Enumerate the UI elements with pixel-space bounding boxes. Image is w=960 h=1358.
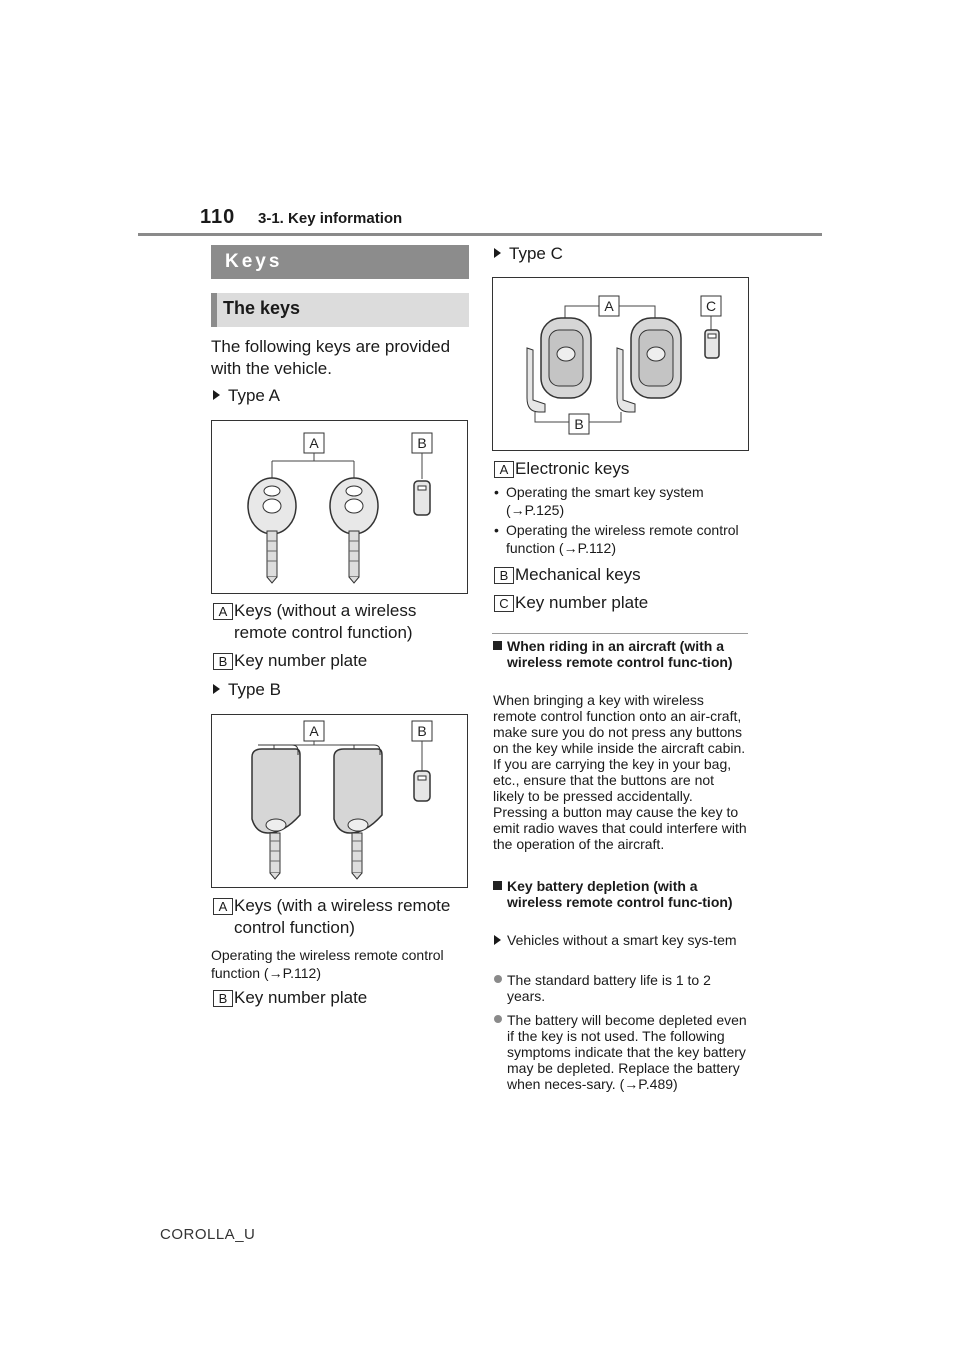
- bullet-item: [494, 521, 750, 557]
- circle-bullet-icon: [494, 1015, 502, 1023]
- type-c-keys-illustration: [493, 278, 748, 450]
- aircraft-note-title: [493, 638, 749, 670]
- key-number-plate: [414, 771, 430, 801]
- square-bullet-icon: [493, 881, 502, 890]
- item-text: Key number plate: [515, 593, 649, 612]
- type-c-item-a: [494, 458, 750, 480]
- note-title-text: Key battery depletion (with a wireless remote control func-tion): [507, 878, 733, 910]
- smart-key-right: [617, 318, 681, 412]
- figure-label-b: B: [417, 723, 427, 739]
- point-text: The battery will become depleted even if the key is not used. The following symptoms indicate that the key battery may be depleted. Replace the battery when neces-sary. (→P.489): [507, 1012, 747, 1092]
- figure-label-a: A: [309, 723, 319, 739]
- arrow-icon: [494, 248, 501, 258]
- type-b-heading: [213, 680, 281, 700]
- type-a-heading: [213, 386, 280, 406]
- type-c-item-c: [494, 592, 750, 614]
- bullet-text: Operating the smart key system (→P.125): [506, 484, 704, 518]
- remote-key-left: [252, 745, 300, 879]
- remote-key-right: [334, 745, 382, 879]
- battery-note-subheading: [494, 932, 750, 948]
- letter-badge: B: [213, 653, 233, 670]
- figure-label-c: C: [705, 298, 717, 314]
- type-b-keys-illustration: [212, 715, 467, 887]
- point-text: The standard battery life is 1 to 2 years.: [507, 972, 711, 1004]
- bullet-mark: •: [494, 484, 499, 500]
- type-c-heading: [494, 244, 563, 264]
- leader-line: [272, 453, 354, 479]
- aircraft-note-body: When bringing a key with wireless remote control function onto an air-craft, make sure you do not press any buttons on the key while inside the aircraft cabin. If you are carrying the key in your bag, etc., ensure that the buttons are not likely to be pressed accidentally. Pressing a button may cause the key to emit radio waves that could interfere with the operation of the aircraft.: [493, 692, 747, 852]
- item-text: Mechanical keys: [515, 565, 641, 584]
- letter-badge: A: [213, 898, 233, 915]
- type-a-figure: [211, 420, 468, 594]
- item-text: Keys (with a wireless remote control function): [234, 896, 451, 937]
- type-b-item-b: [213, 987, 469, 1009]
- item-text: Key number plate: [234, 988, 368, 1007]
- type-c-figure: [492, 277, 749, 451]
- letter-badge: B: [213, 990, 233, 1007]
- item-text: Key number plate: [234, 651, 368, 670]
- intro-text: The following keys are provided with the vehicle.: [211, 337, 451, 378]
- square-bullet-icon: [493, 641, 502, 650]
- the-keys-banner: The keys: [211, 293, 469, 327]
- key-number-plate: [414, 481, 430, 515]
- note-title-text: When riding in an aircraft (with a wireless remote control func-tion): [507, 638, 733, 670]
- type-a-item-a: [213, 600, 469, 644]
- key-a-right: [330, 478, 378, 583]
- type-b-item-a: [213, 895, 469, 939]
- figure-label-a: A: [309, 435, 319, 451]
- arrow-icon: [213, 390, 220, 400]
- page-number: 110: [200, 206, 236, 228]
- figure-label-b: B: [574, 416, 584, 432]
- section-rule: [492, 633, 748, 634]
- key-a-left: [248, 478, 296, 583]
- type-b-figure: [211, 714, 468, 888]
- arrow-icon: [213, 684, 220, 694]
- type-c-label: Type C: [509, 244, 563, 263]
- footer-model: COROLLA_U: [160, 1226, 256, 1243]
- circle-bullet-icon: [494, 975, 502, 983]
- keys-banner: Keys: [211, 245, 469, 279]
- bullet-item: [494, 483, 750, 519]
- battery-point: [494, 972, 750, 1004]
- figure-label-a: A: [604, 298, 614, 314]
- bullet-text: Operating the wireless remote control function (→P.112): [506, 522, 739, 556]
- battery-point: [494, 1012, 750, 1092]
- key-number-plate: [705, 330, 719, 358]
- letter-badge: A: [213, 603, 233, 620]
- type-b-label: Type B: [228, 680, 281, 699]
- arrow-icon: [494, 935, 501, 945]
- section-title: 3-1. Key information: [258, 210, 403, 227]
- letter-badge: C: [494, 595, 514, 612]
- bullet-mark: •: [494, 522, 499, 538]
- type-b-note: Operating the wireless remote control function (→P.112): [211, 947, 444, 981]
- item-text: Keys (without a wireless remote control function): [234, 601, 417, 642]
- subheading-text: Vehicles without a smart key sys-tem: [507, 932, 737, 948]
- smart-key-left: [527, 318, 591, 412]
- figure-label-b: B: [417, 435, 427, 451]
- type-a-keys-illustration: [212, 421, 467, 593]
- type-a-item-b: [213, 650, 469, 672]
- type-c-item-b: [494, 564, 750, 586]
- header-rule: [138, 233, 822, 236]
- type-a-label: Type A: [228, 386, 280, 405]
- item-text: Electronic keys: [515, 459, 630, 478]
- letter-badge: A: [494, 461, 514, 478]
- battery-note-title: [493, 878, 749, 910]
- letter-badge: B: [494, 567, 514, 584]
